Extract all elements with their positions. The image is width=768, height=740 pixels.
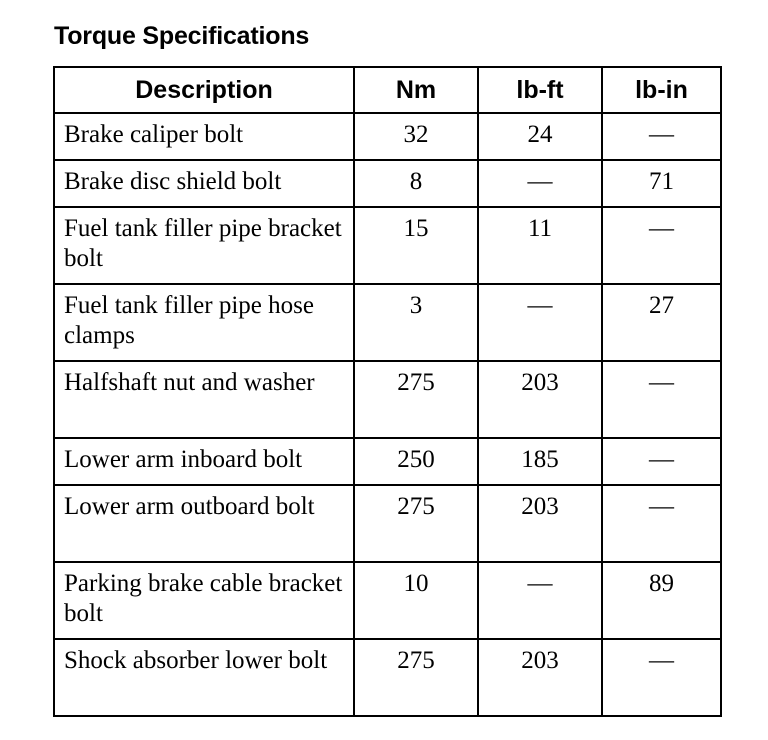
cell-lb-ft: 203: [478, 639, 602, 716]
cell-lb-ft: 203: [478, 361, 602, 438]
cell-lb-in: —: [602, 361, 721, 438]
cell-lb-ft: —: [478, 562, 602, 639]
cell-nm: 275: [354, 361, 478, 438]
table-row: [54, 562, 721, 639]
cell-description: Brake caliper bolt: [54, 113, 354, 160]
cell-nm: 275: [354, 485, 478, 562]
table-row: [54, 639, 721, 716]
page-title: Torque Specifications: [54, 22, 310, 50]
cell-lb-in: 71: [602, 160, 721, 207]
table-row: [54, 438, 721, 485]
cell-lb-in: 27: [602, 284, 721, 361]
cell-nm: 15: [354, 207, 478, 284]
cell-description: Brake disc shield bolt: [54, 160, 354, 207]
cell-description: Halfshaft nut and washer: [54, 361, 354, 438]
cell-lb-in: —: [602, 485, 721, 562]
header-lb-in: lb-in: [602, 67, 721, 113]
table-header-row: [54, 67, 721, 113]
cell-lb-in: 89: [602, 562, 721, 639]
cell-nm: 275: [354, 639, 478, 716]
cell-nm: 32: [354, 113, 478, 160]
cell-description: Lower arm inboard bolt: [54, 438, 354, 485]
cell-lb-ft: 203: [478, 485, 602, 562]
header-description: Description: [54, 67, 354, 113]
header-nm: Nm: [354, 67, 478, 113]
table-row: [54, 284, 721, 361]
cell-description: Fuel tank filler pipe bracket bolt: [54, 207, 354, 284]
cell-lb-in: —: [602, 438, 721, 485]
cell-description: Fuel tank filler pipe hose clamps: [54, 284, 354, 361]
header-lb-ft: lb-ft: [478, 67, 602, 113]
cell-nm: 250: [354, 438, 478, 485]
table-row: [54, 207, 721, 284]
cell-description: Lower arm outboard bolt: [54, 485, 354, 562]
cell-lb-ft: 185: [478, 438, 602, 485]
cell-lb-in: —: [602, 207, 721, 284]
cell-lb-in: —: [602, 639, 721, 716]
cell-lb-ft: 24: [478, 113, 602, 160]
cell-lb-ft: —: [478, 160, 602, 207]
cell-lb-in: —: [602, 113, 721, 160]
table-row: [54, 485, 721, 562]
cell-nm: 10: [354, 562, 478, 639]
table-row: [54, 361, 721, 438]
torque-specifications-table: [53, 66, 722, 717]
cell-description: Parking brake cable bracket bolt: [54, 562, 354, 639]
cell-lb-ft: —: [478, 284, 602, 361]
table-row: [54, 160, 721, 207]
cell-nm: 8: [354, 160, 478, 207]
cell-nm: 3: [354, 284, 478, 361]
cell-lb-ft: 11: [478, 207, 602, 284]
table-row: [54, 113, 721, 160]
cell-description: Shock absorber lower bolt: [54, 639, 354, 716]
